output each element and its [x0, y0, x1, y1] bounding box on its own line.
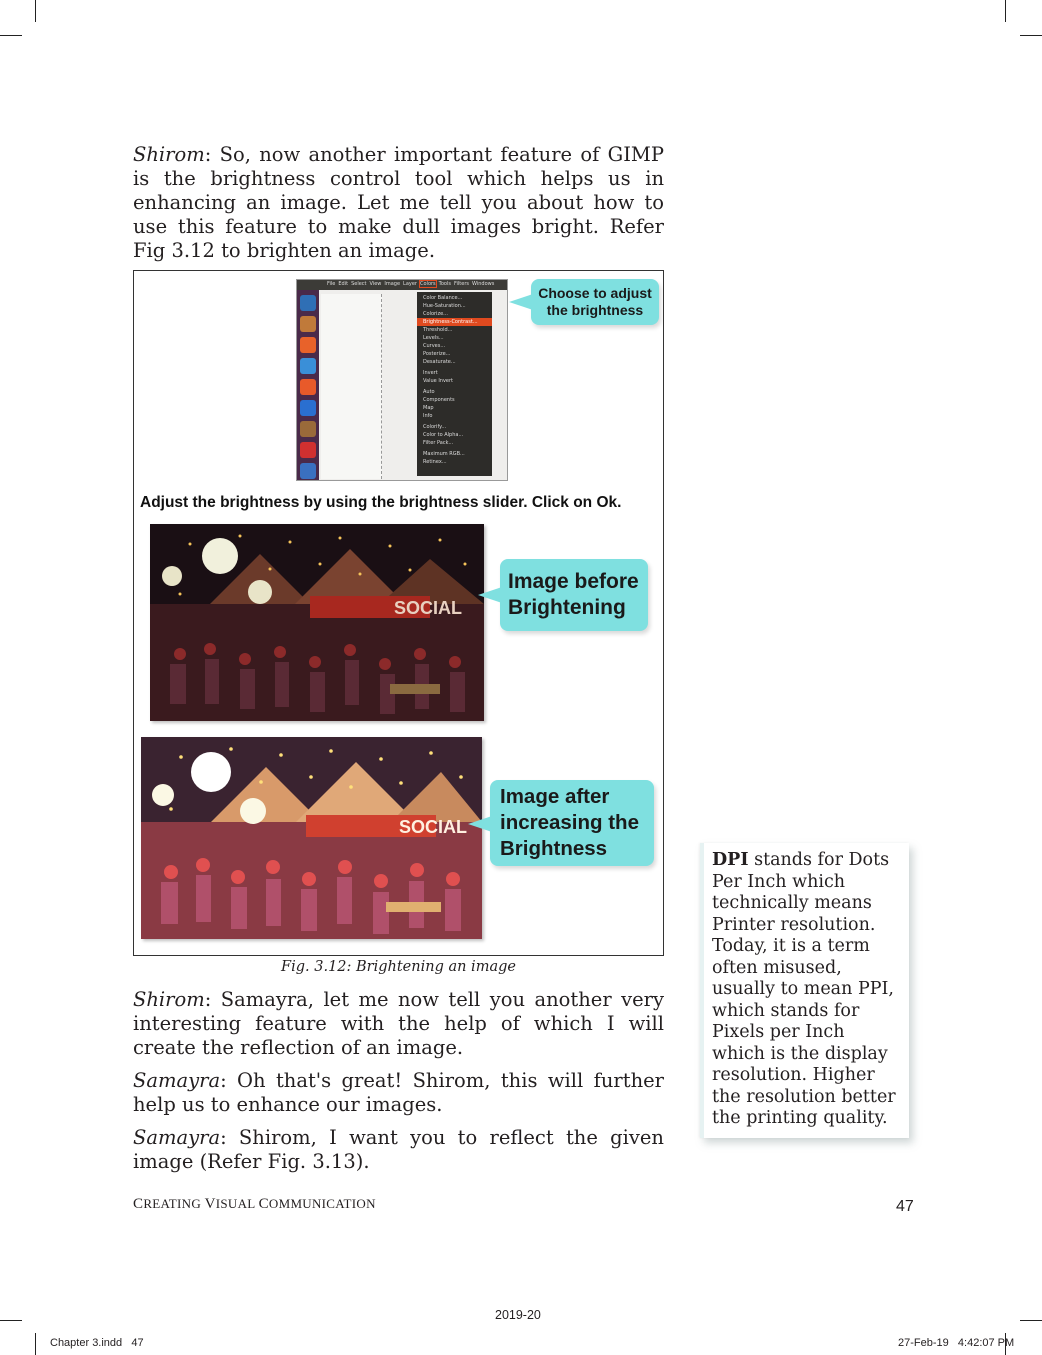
title-part: OMMUNICATION	[268, 1196, 376, 1211]
figure-3-12	[133, 270, 664, 956]
colors-menu-item: Color Balance...	[423, 295, 463, 301]
colors-menu-item: Levels...	[423, 335, 444, 341]
figure-instruction: Adjust the brightness by using the brightness slider. Click on Ok.	[140, 494, 622, 511]
crop-mark	[0, 35, 22, 36]
gimp-menu-windows: Windows	[472, 281, 495, 287]
dash-icon	[300, 295, 316, 311]
gimp-menu-image: Image	[384, 281, 401, 287]
colors-menu-item: Threshold...	[423, 327, 453, 333]
colors-menu-item: Value Invert	[423, 378, 454, 384]
colors-menu-item: Colorize...	[423, 311, 448, 317]
paragraph-text: : Samayra, let me now tell you another very interesting feature with the help of which I will create the reflection of an image.	[133, 988, 664, 1059]
colors-menu-item: Brightness-Contrast...	[417, 318, 492, 326]
gimp-menu-view: View	[369, 281, 382, 287]
paragraph-text: : So, now another important feature of GIMP is the brightness control tool which helps us in enhancing an image. Let me tell you about how to use this feature to make dull images bright. Refer Fig 3.12 to brighten an image.	[133, 143, 664, 262]
gimp-menu-colors: Colors	[420, 281, 436, 287]
speaker-name: Shirom	[133, 988, 205, 1011]
colors-menu-item: Curves...	[423, 343, 446, 349]
colors-menu-item: Desaturate...	[423, 359, 456, 365]
gimp-menubar	[297, 280, 507, 290]
callout-pointer	[468, 816, 492, 832]
speaker-name: Shirom	[133, 143, 205, 166]
colors-menu-item: Colorify...	[423, 424, 447, 430]
callout-text: Choose to adjust the brightness	[538, 285, 652, 318]
ubuntu-launcher	[297, 290, 319, 480]
slug-right: 27-Feb-19 4:42:07 PM	[898, 1337, 1015, 1349]
title-initial: C	[133, 1196, 144, 1212]
colors-menu-item: Auto	[423, 389, 435, 395]
thunderbird-icon	[300, 358, 316, 374]
paragraph-text: : Shirom, I want you to reflect the given image (Refer Fig. 3.13).	[133, 1126, 664, 1173]
colors-menu-item: Invert	[423, 370, 438, 376]
gimp-canvas	[321, 294, 382, 479]
title-part: ISUAL	[215, 1196, 259, 1211]
crop-mark	[1005, 0, 1006, 22]
dpi-term: DPI	[712, 850, 749, 870]
dpi-note-text	[704, 843, 909, 1130]
gimp-menu-tools: Tools	[438, 281, 451, 287]
crop-mark	[35, 1333, 36, 1355]
colors-menu-item: Filter Pack...	[423, 440, 454, 446]
callout-image-before	[500, 559, 648, 631]
callout-choose-adjust	[531, 279, 659, 325]
callout-image-after	[490, 780, 654, 866]
photo-sign-text: SOCIAL	[399, 817, 468, 837]
gimp-icon	[300, 421, 316, 437]
colors-menu-item: Maximum RGB...	[423, 451, 465, 457]
paragraph	[133, 1069, 664, 1117]
app-icon	[300, 442, 316, 458]
files-icon	[300, 316, 316, 332]
paragraph-text: : Oh that's great! Shirom, this will further help us to enhance our images.	[133, 1069, 664, 1116]
dpi-definition: stands for Dots Per Inch which technically means Printer resolution. Today, it is a term often misused, usually to mean PPI, which stands for Pixels per Inch which is the display resolution. Higher the resolution better the printing quality.	[712, 850, 896, 1128]
page-number: 47	[896, 1198, 914, 1215]
photo-after-brightening	[141, 737, 482, 939]
photo-before-brightening	[150, 524, 484, 721]
speaker-name: Samayra	[133, 1069, 221, 1092]
colors-menu	[417, 292, 492, 476]
callout-text: Image before Brightening	[508, 570, 639, 619]
colors-menu-item: Map	[423, 405, 434, 411]
callout-pointer	[478, 587, 502, 603]
year-label: 2019-20	[495, 1308, 541, 1322]
dpi-note-box	[700, 843, 909, 1138]
title-initial: C	[258, 1196, 269, 1212]
colors-menu-item: Retinex...	[423, 459, 447, 465]
photo-sign-text: SOCIAL	[394, 598, 463, 618]
gimp-screenshot	[296, 279, 508, 481]
network-icon	[300, 400, 316, 416]
callout-pointer	[509, 294, 533, 310]
title-initial: V	[204, 1196, 216, 1212]
colors-menu-item: Info	[423, 413, 433, 419]
firefox-icon	[300, 337, 316, 353]
crop-mark	[1020, 35, 1042, 36]
title-part: REATING	[143, 1196, 205, 1211]
paragraph	[133, 1126, 664, 1174]
document-icon	[300, 463, 316, 479]
gimp-menu-layer: Layer	[403, 281, 417, 287]
colors-menu-item: Hue-Saturation...	[423, 303, 466, 309]
crop-mark	[0, 1320, 22, 1321]
colors-menu-item: Posterize...	[423, 351, 451, 357]
colors-menu-item: Components	[423, 397, 455, 403]
crop-mark	[35, 0, 36, 22]
crop-mark	[1020, 1320, 1042, 1321]
gimp-menu-file: File	[327, 281, 336, 287]
callout-text: Image after increasing the Brightness	[500, 785, 639, 860]
gimp-menu-edit: Edit	[338, 281, 349, 287]
speaker-name: Samayra	[133, 1126, 221, 1149]
paragraph-intro	[133, 143, 664, 263]
figure-caption: Fig. 3.12: Brightening an image	[281, 959, 516, 975]
book-title-footer	[133, 1196, 376, 1213]
paragraph	[133, 988, 664, 1060]
slug-left: Chapter 3.indd 47	[50, 1337, 144, 1349]
gimp-menu-select: Select	[351, 281, 367, 287]
colors-menu-item: Color to Alpha...	[423, 432, 464, 438]
software-center-icon	[300, 379, 316, 395]
gimp-menu-filters: Filters	[454, 281, 469, 287]
